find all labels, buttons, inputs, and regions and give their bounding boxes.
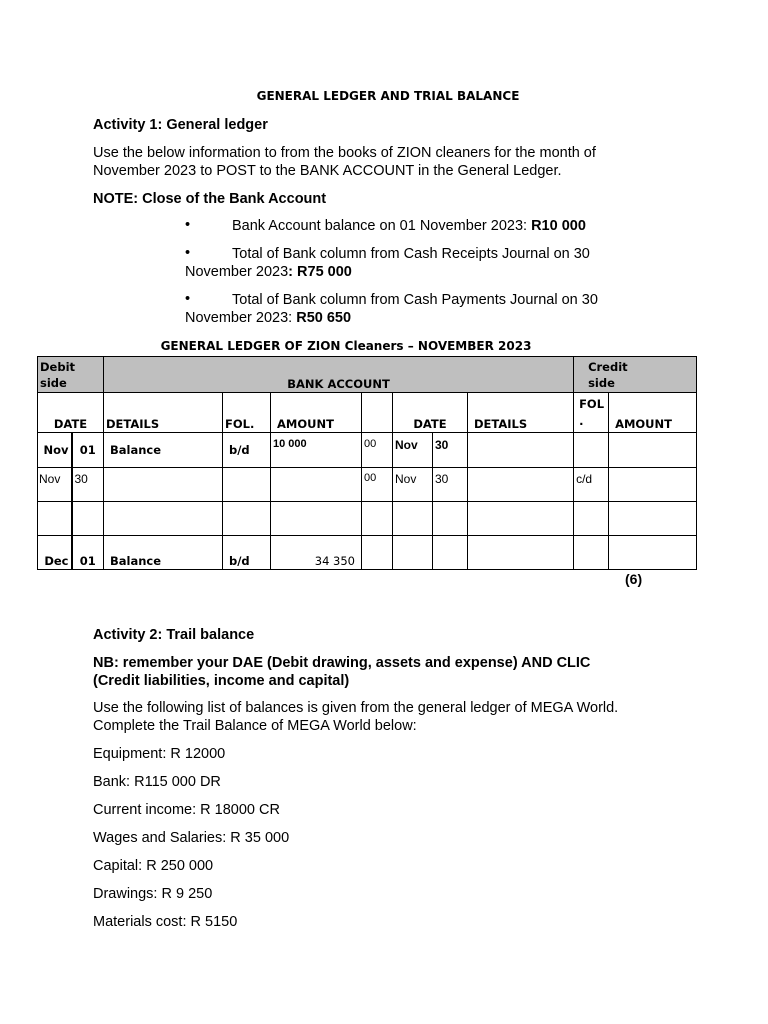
bullet-2-text: November 2023 [185,264,289,280]
credit-label-line2: side [588,375,615,390]
balance-item: Current income: R 18000 CR [93,802,280,818]
cell-cents: 00 [362,433,393,467]
cell-month: Dec [38,535,72,569]
cell-month: Nov [38,467,72,501]
bullet-icon: • [185,291,191,307]
activity2-heading: Activity 2: Trail balance [93,627,255,643]
credit-label-line1: Credit [588,359,628,374]
header-fol-cr-line2: . [579,413,584,428]
cell-day: 30 [72,467,104,501]
bullet-icon: • [185,217,191,233]
ledger-title: GENERAL LEDGER OF ZION Cleaners – NOVEMBER 2023 [160,339,532,353]
header-amount-cr: AMOUNT [609,393,697,433]
activity2-instruction-line1: Use the following list of balances is given from the general ledger of MEGA World. [93,700,619,716]
activity1-instruction-line2: November 2023 to POST to the BANK ACCOUNT in the General Ledger. [93,163,562,179]
activity2-nb-line2: (Credit liabilities, income and capital) [93,673,350,689]
cell-cr-amount [609,501,697,535]
cell-amount: 10 000 [271,433,362,467]
header-fol: FOL. [223,393,271,433]
bank-account-ledger [37,356,697,570]
header-fol-cr-line1: FOL [579,396,605,411]
cell-amount [271,501,362,535]
cell-cr-day: 30 [433,467,468,501]
activity2-nb-line1: NB: remember your DAE (Debit drawing, assets and expense) AND CLIC [93,655,591,671]
cell-cr-details [468,535,574,569]
balance-item: Wages and Salaries: R 35 000 [93,830,290,846]
bullet-3-line1: Total of Bank column from Cash Payments Journal on 30 [232,292,598,308]
balance-item: Drawings: R 9 250 [93,886,213,902]
table-row [38,501,697,535]
debit-side-label [38,357,104,393]
balance-item: Equipment: R 12000 [93,746,226,762]
cell-month [38,501,72,535]
cell-cr-day [433,501,468,535]
credit-side-label [574,357,697,393]
cell-month: Nov [38,433,72,467]
cell-cents [362,501,393,535]
cell-cr-amount [609,467,697,501]
cell-cr-amount [609,433,697,467]
header-date-cr: DATE [393,393,468,433]
bullet-3-text: November 2023: [185,310,297,326]
debit-label-line2: side [40,375,67,390]
bullet-1-value: R10 000 [531,218,586,234]
ledger-header-row [38,393,697,433]
cell-cr-fol [574,501,609,535]
cell-day: 01 [72,433,104,467]
cell-cr-fol [574,433,609,467]
bullet-2-line1: Total of Bank column from Cash Receipts Journal on 30 [232,246,590,262]
cell-details: Balance [104,535,223,569]
cell-cr-month: Nov [393,433,433,467]
bullet-icon: • [185,245,191,261]
cell-cr-amount [609,535,697,569]
cell-cr-details [468,433,574,467]
bullet-2-line2 [185,263,352,281]
activity1-instruction-line1: Use the below information to from the books of ZION cleaners for the month of [93,145,596,161]
balance-item: Bank: R115 000 DR [93,774,221,790]
table-row [38,535,697,569]
cell-cr-month: Nov [393,467,433,501]
activity2-instruction-line2: Complete the Trail Balance of MEGA World below: [93,718,417,734]
cell-day [72,501,104,535]
cell-cr-fol: c/d [574,467,609,501]
debit-label-line1: Debit [40,359,76,374]
activity1-note: NOTE: Close of the Bank Account [93,191,327,207]
cell-fol: b/d [223,535,271,569]
cell-fol [223,467,271,501]
header-details-cr: DETAILS [468,393,574,433]
header-date: DATE [38,393,104,433]
marks-label: (6) [625,571,643,587]
cell-amount: 34 350 [271,535,362,569]
balance-item: Materials cost: R 5150 [93,914,238,930]
bullet-2-value: : R75 000 [288,264,352,280]
cell-cr-fol [574,535,609,569]
cell-details [104,467,223,501]
cell-amount [271,467,362,501]
cell-day: 01 [72,535,104,569]
header-amount: AMOUNT [271,393,362,433]
cell-cents: 00 [362,467,393,501]
bullet-3-line2 [185,309,351,327]
cell-fol [223,501,271,535]
cell-cr-day: 30 [433,433,468,467]
header-fol-cr [574,393,609,433]
bullet-1 [232,217,586,235]
header-details: DETAILS [104,393,223,433]
ledger-title-row [38,357,697,393]
cell-details: Balance [104,433,223,467]
account-name: BANK ACCOUNT [104,357,574,393]
table-row [38,433,697,467]
cell-details [104,501,223,535]
bullet-1-text: Bank Account balance on 01 November 2023: [232,218,532,234]
cell-cr-details [468,501,574,535]
page-title: GENERAL LEDGER AND TRIAL BALANCE [256,89,520,103]
balance-item: Capital: R 250 000 [93,858,214,874]
cell-fol: b/d [223,433,271,467]
cell-cr-month [393,501,433,535]
activity1-heading: Activity 1: General ledger [93,117,268,133]
cell-cr-month [393,535,433,569]
cell-cr-details [468,467,574,501]
table-row [38,467,697,501]
bullet-3-value: R50 650 [296,310,352,326]
cell-cents [362,535,393,569]
header-cents [362,393,393,433]
cell-cr-day [433,535,468,569]
